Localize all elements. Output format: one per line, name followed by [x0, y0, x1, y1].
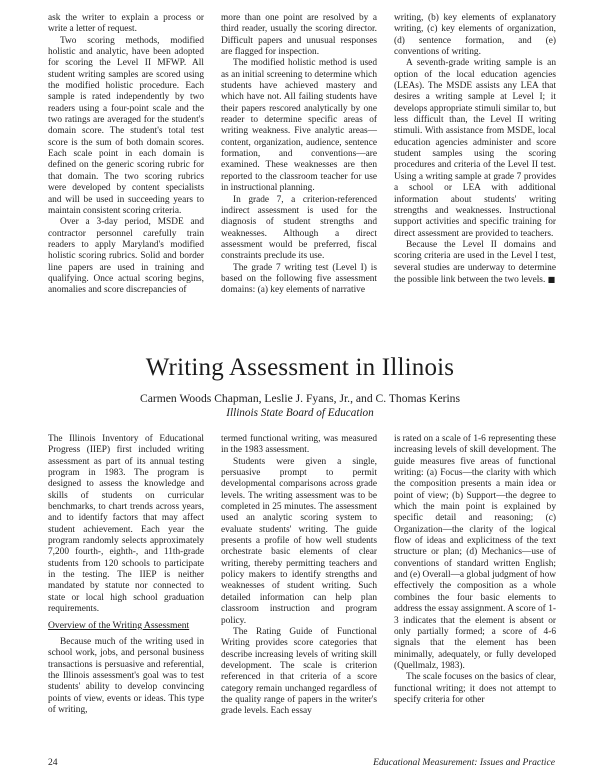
paragraph: The Rating Guide of Functional Writing provides score categories that describe increasing levels of writing skill development. The scale is criterion referenced in that criteria of a score category remain unchanged regardless of the quality range of papers in the writer's grade levels. Each essay — [221, 626, 377, 717]
paragraph: is rated on a scale of 1-6 representing these increasing levels of skill development. The guide measures five areas of functional writing: (a) Focus—the clarity with which the composition presents a main idea or point of view; (b) Support—the degree to which the main point is explained by specific detail and reasoning; (c) Organization—the clarity of the logical flow of ideas and explicitness of the text structure or plan; (d) Mechanics—use of conventions of standard written English; and (e) Overall—a global judgment of how effectively the composition as a whole combines the four basic elements to address the essay assignment. A score of 1-3 indicates that the element is absent or only partially formed; a score of 4-6 signals that the element has been minimally, adequately, or fully developed (Quellmalz, 1983). — [394, 434, 556, 671]
intro-paragraph: The Illinois Inventory of Educational Progress (IIEP) first included writing assessment as part of its annual testing program in 1983. The program is designed to assess the knowledge and skills of students on curricular benchmarks, to chart trends across years, and to identify factors that may affect student achievement. Each year the program randomly selects approximately 7,200 fourth-, eighth-, and 11th-grade students from 120 schools to participate in the testing. The IIEP is neither mandated by statute nor connected to state or local high school graduation requirements. — [48, 434, 204, 615]
article-title: Writing Assessment in Illinois — [145, 354, 455, 381]
continued-column-2 — [221, 13, 377, 297]
paragraph: Students were given a single, persuasive prompt to permit developmental comparisons across grade levels. The writing assessment was to be completed in 25 minutes. The assessment used an analytic scoring system to evaluate students' writing. The guide presents a profile of how well students orchestrate basic elements of clear writing, thereby permitting teachers and policy makers to identify strengths and weaknesses of student writing. Such detailed information can help plan classroom instruction and program policy. — [221, 456, 377, 626]
article-authors: Carmen Woods Chapman, Leslie J. Fyans, Jr., and C. Thomas Kerins — [139, 392, 460, 405]
author-affiliation: Illinois State Board of Education — [226, 407, 374, 419]
paragraph: In grade 7, a criterion-referenced indirect assessment is used for the diagnosis of student strengths and weaknesses. Although a direct assessment would be preferred, fiscal constraints preclude its use. — [221, 194, 377, 262]
paragraph: Over a 3-day period, MSDE and contractor personnel carefully train readers to apply Maryland's modified holistic scoring rubrics. Solid and border line papers are used in training and qualifying. Once actual scoring begins, anomalies and score discrepancies of — [48, 217, 204, 296]
paragraph: The modified holistic method is used as an initial screening to determine which students have achieved mastery and which have not. All failing students have their papers rescored analytically by one reader to determine specific areas of writing weakness. Five analytic areas—content, organization, audience, sentence formation, and conventions—are examined. These weaknesses are then reported to the classroom teacher for use in instructional planning. — [221, 58, 377, 194]
paragraph: Two scoring methods, modified holistic and analytic, have been adopted for scoring the Level II MFWP. All student writing samples are scored using the modified holistic procedure. Each sample is rated independently by two readers using a four-point scale and the two ratings are averaged for the student's domain score. The student's total test score is the sum of both domain scores. Each scale point in each domain is defined on the generic scoring rubric for that domain. The two scoring rubrics were developed by content specialists and will be used in succeeding years to maintain consistent scoring criteria. — [48, 35, 204, 216]
paragraph: ask the writer to explain a process or write a letter of request. — [48, 13, 204, 35]
paragraph: writing, (b) key elements of explanatory writing, (c) key elements of organization, (d) sentence formation, and (e) conventions of writing. — [394, 13, 556, 58]
end-of-article-mark: ■ — [547, 274, 556, 284]
continued-column-1 — [48, 13, 204, 297]
continued-column-3 — [394, 13, 556, 286]
paragraph: Because much of the writing used in school work, jobs, and personal business transactions is persuasive and referential, the Illinois assessment's goal was to test students' ability to develop convincing points of view, events or ideas. This type of writing, — [48, 636, 204, 715]
section-heading: Overview of the Writing Assessment — [48, 619, 190, 631]
paragraph-text: Because the Level II domains and scoring criteria are used in the Level I test, several studies are underway to determine the possible link between the two levels. — [394, 239, 556, 285]
paragraph: termed functional writing, was measured in the 1983 assessment. — [221, 434, 377, 456]
paragraph: A seventh-grade writing sample is an option of the local education agencies (LEAs). The MSDE assists any LEA that desires a writing sample at Level I; it develops appropriate stimuli similar to, but less difficult than, the Level II writing stimuli. With assistance from MSDE, local education agencies administer and score student samples using the scoring procedures and criteria of the Level II test. Using a writing sample at grade 7 provides a school or LEA with additional information about students' writing strengths and weaknesses. Instructional support activities and specific training for direct assessment are provided to teachers. — [394, 58, 556, 239]
paragraph: The scale focuses on the basics of clear, functional writing; it does not attempt to specify criteria for other — [394, 672, 556, 705]
article-column-1 — [48, 434, 204, 716]
paragraph — [394, 240, 556, 286]
paragraph: The grade 7 writing test (Level I) is based on the following five assessment domains: (a) key elements of narrative — [221, 262, 377, 296]
article-column-3 — [394, 434, 556, 706]
page-number: 24 — [48, 757, 58, 768]
running-head: Educational Measurement: Issues and Practice — [373, 757, 555, 768]
paragraph: more than one point are resolved by a third reader, usually the scoring director. Difficult papers and unusual responses are flagged for inspection. — [221, 13, 377, 58]
article-column-2 — [221, 434, 377, 718]
